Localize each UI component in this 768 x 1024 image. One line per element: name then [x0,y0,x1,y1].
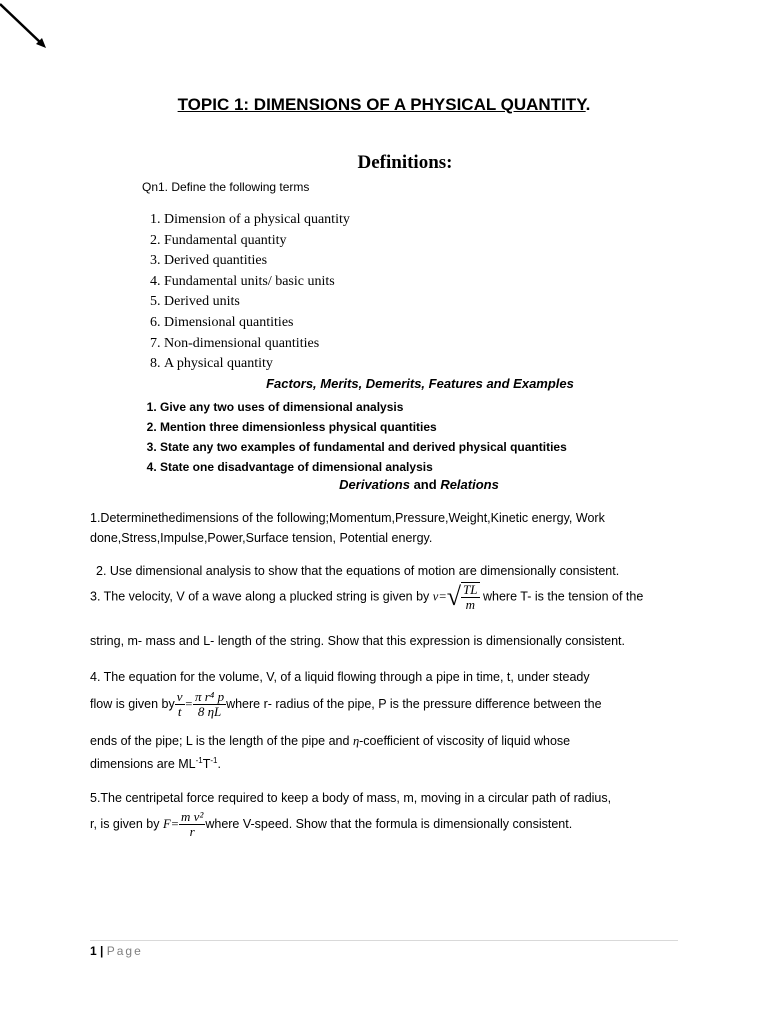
and-word: and [409,477,441,492]
q3-formula-lhs: v= [432,589,447,604]
footer-page-word: Page [106,944,143,958]
list-item: 2. Fundamental quantity [164,231,350,252]
footer-separator: | [96,944,107,958]
question-derivation-3 [90,582,690,612]
q4-fraction-1 [175,690,185,719]
q4-line3-a: ends of the pipe; L is the length of the pipe and [90,734,353,748]
question-derivation-1: 1.Determinethedimensions of the following;Momentum,Pressure,Weight,Kinetic energy, Work done,Stress,Impulse,Power,Surface tension, Potential energy. [90,511,605,545]
page-title-period: . [585,95,591,114]
list-item: 1. Dimension of a physical quantity [164,210,350,231]
list-item: 4. Fundamental units/ basic units [164,272,350,293]
page-title-text: TOPIC 1: DIMENSIONS OF A PHYSICAL QUANTITY [177,95,586,114]
derivations-word: Derivations [339,477,410,492]
q5-text-before: r, is given by [90,816,163,831]
q4-equals: = [184,696,193,711]
q4-text-before: flow is given by [90,696,175,711]
q4-text-after: where r- radius of the pipe, P is the pressure difference between the [226,696,602,711]
q5-frac-den: r [189,824,195,839]
list-item: 1. Give any two uses of dimensional analysis [160,397,567,417]
list-item: 7. Non-dimensional quantities [164,334,350,355]
q5-fraction [179,810,205,839]
q3-sqrt-formula: √ $\frac{TL}{m}$ [446,582,478,612]
question-derivation-4-line1: 4. The equation for the volume, V, of a liquid flowing through a pipe in time, t, under steady [90,670,590,684]
question-derivation-2: 2. Use dimensional analysis to show that the equations of motion are dimensionally consistent. [96,564,620,578]
relations-word: Relations [440,477,499,492]
list-item: 6. Dimensional quantities [164,313,350,334]
q4-frac1-num: v [176,689,183,704]
q3-formula-numerator: TL [463,582,478,597]
question-derivation-4-line3 [90,731,678,751]
page-title [0,95,768,115]
question-derivation-4-line4 [90,751,678,774]
terms-list [136,210,350,375]
q4-line4-a: dimensions are ML [90,757,196,772]
q4-frac2-num: π r⁴ p [194,689,225,704]
list-item: 3. State any two examples of fundamental and derived physical quantities [160,437,567,457]
factors-list [132,397,567,477]
question-derivation-5-line1: 5.The centripetal force required to keep a body of mass, m, moving in a circular path of radius, [90,791,612,805]
footer-divider [90,940,678,941]
q4-eta-symbol: η [352,734,360,748]
question-derivation-5-line2 [90,810,678,839]
derivations-heading [0,477,768,492]
definitions-heading: Definitions: [357,152,453,173]
question-1-prompt: Qn1. Define the following terms [142,180,310,194]
q4-frac2-den: 8 ηL [197,704,222,719]
list-item: 4. State one disadvantage of dimensional analysis [160,457,567,477]
list-item: 2. Mention three dimensionless physical quantities [160,417,567,437]
question-derivation-3-line2: string, m- mass and L- length of the string. Show that this expression is dimensionally consistent. [90,634,625,648]
footer-page-number: 1 [90,944,97,958]
q4-fraction-2 [193,690,226,719]
q4-line4-sup1: -1 [195,756,203,765]
q5-frac-num: m v² [181,809,204,824]
q4-frac1-den: t [177,704,182,719]
q3-text-after: where T- is the tension of the [479,589,644,604]
q3-text-before: 3. The velocity, V of a wave along a plucked string is given by [90,589,433,604]
corner-arrow-icon [0,0,50,50]
q4-line4-sup2: -1 [210,756,218,765]
q4-line4-b: T [202,757,211,772]
q5-formula-lhs: F= [162,816,180,831]
list-item: 3. Derived quantities [164,251,350,272]
page-footer [90,944,143,958]
question-derivation-4-line2 [90,690,678,719]
list-item: 5. Derived units [164,292,350,313]
q4-line3-b: -coefficient of viscosity of liquid whose [359,734,571,748]
factors-heading: Factors, Merits, Demerits, Features and Examples [266,376,574,391]
q5-text-after: where V-speed. Show that the formula is dimensionally consistent. [205,816,573,831]
q3-formula-denominator: m [465,597,475,612]
list-item: 8. A physical quantity [164,354,350,375]
q4-line4-c: . [217,757,221,772]
